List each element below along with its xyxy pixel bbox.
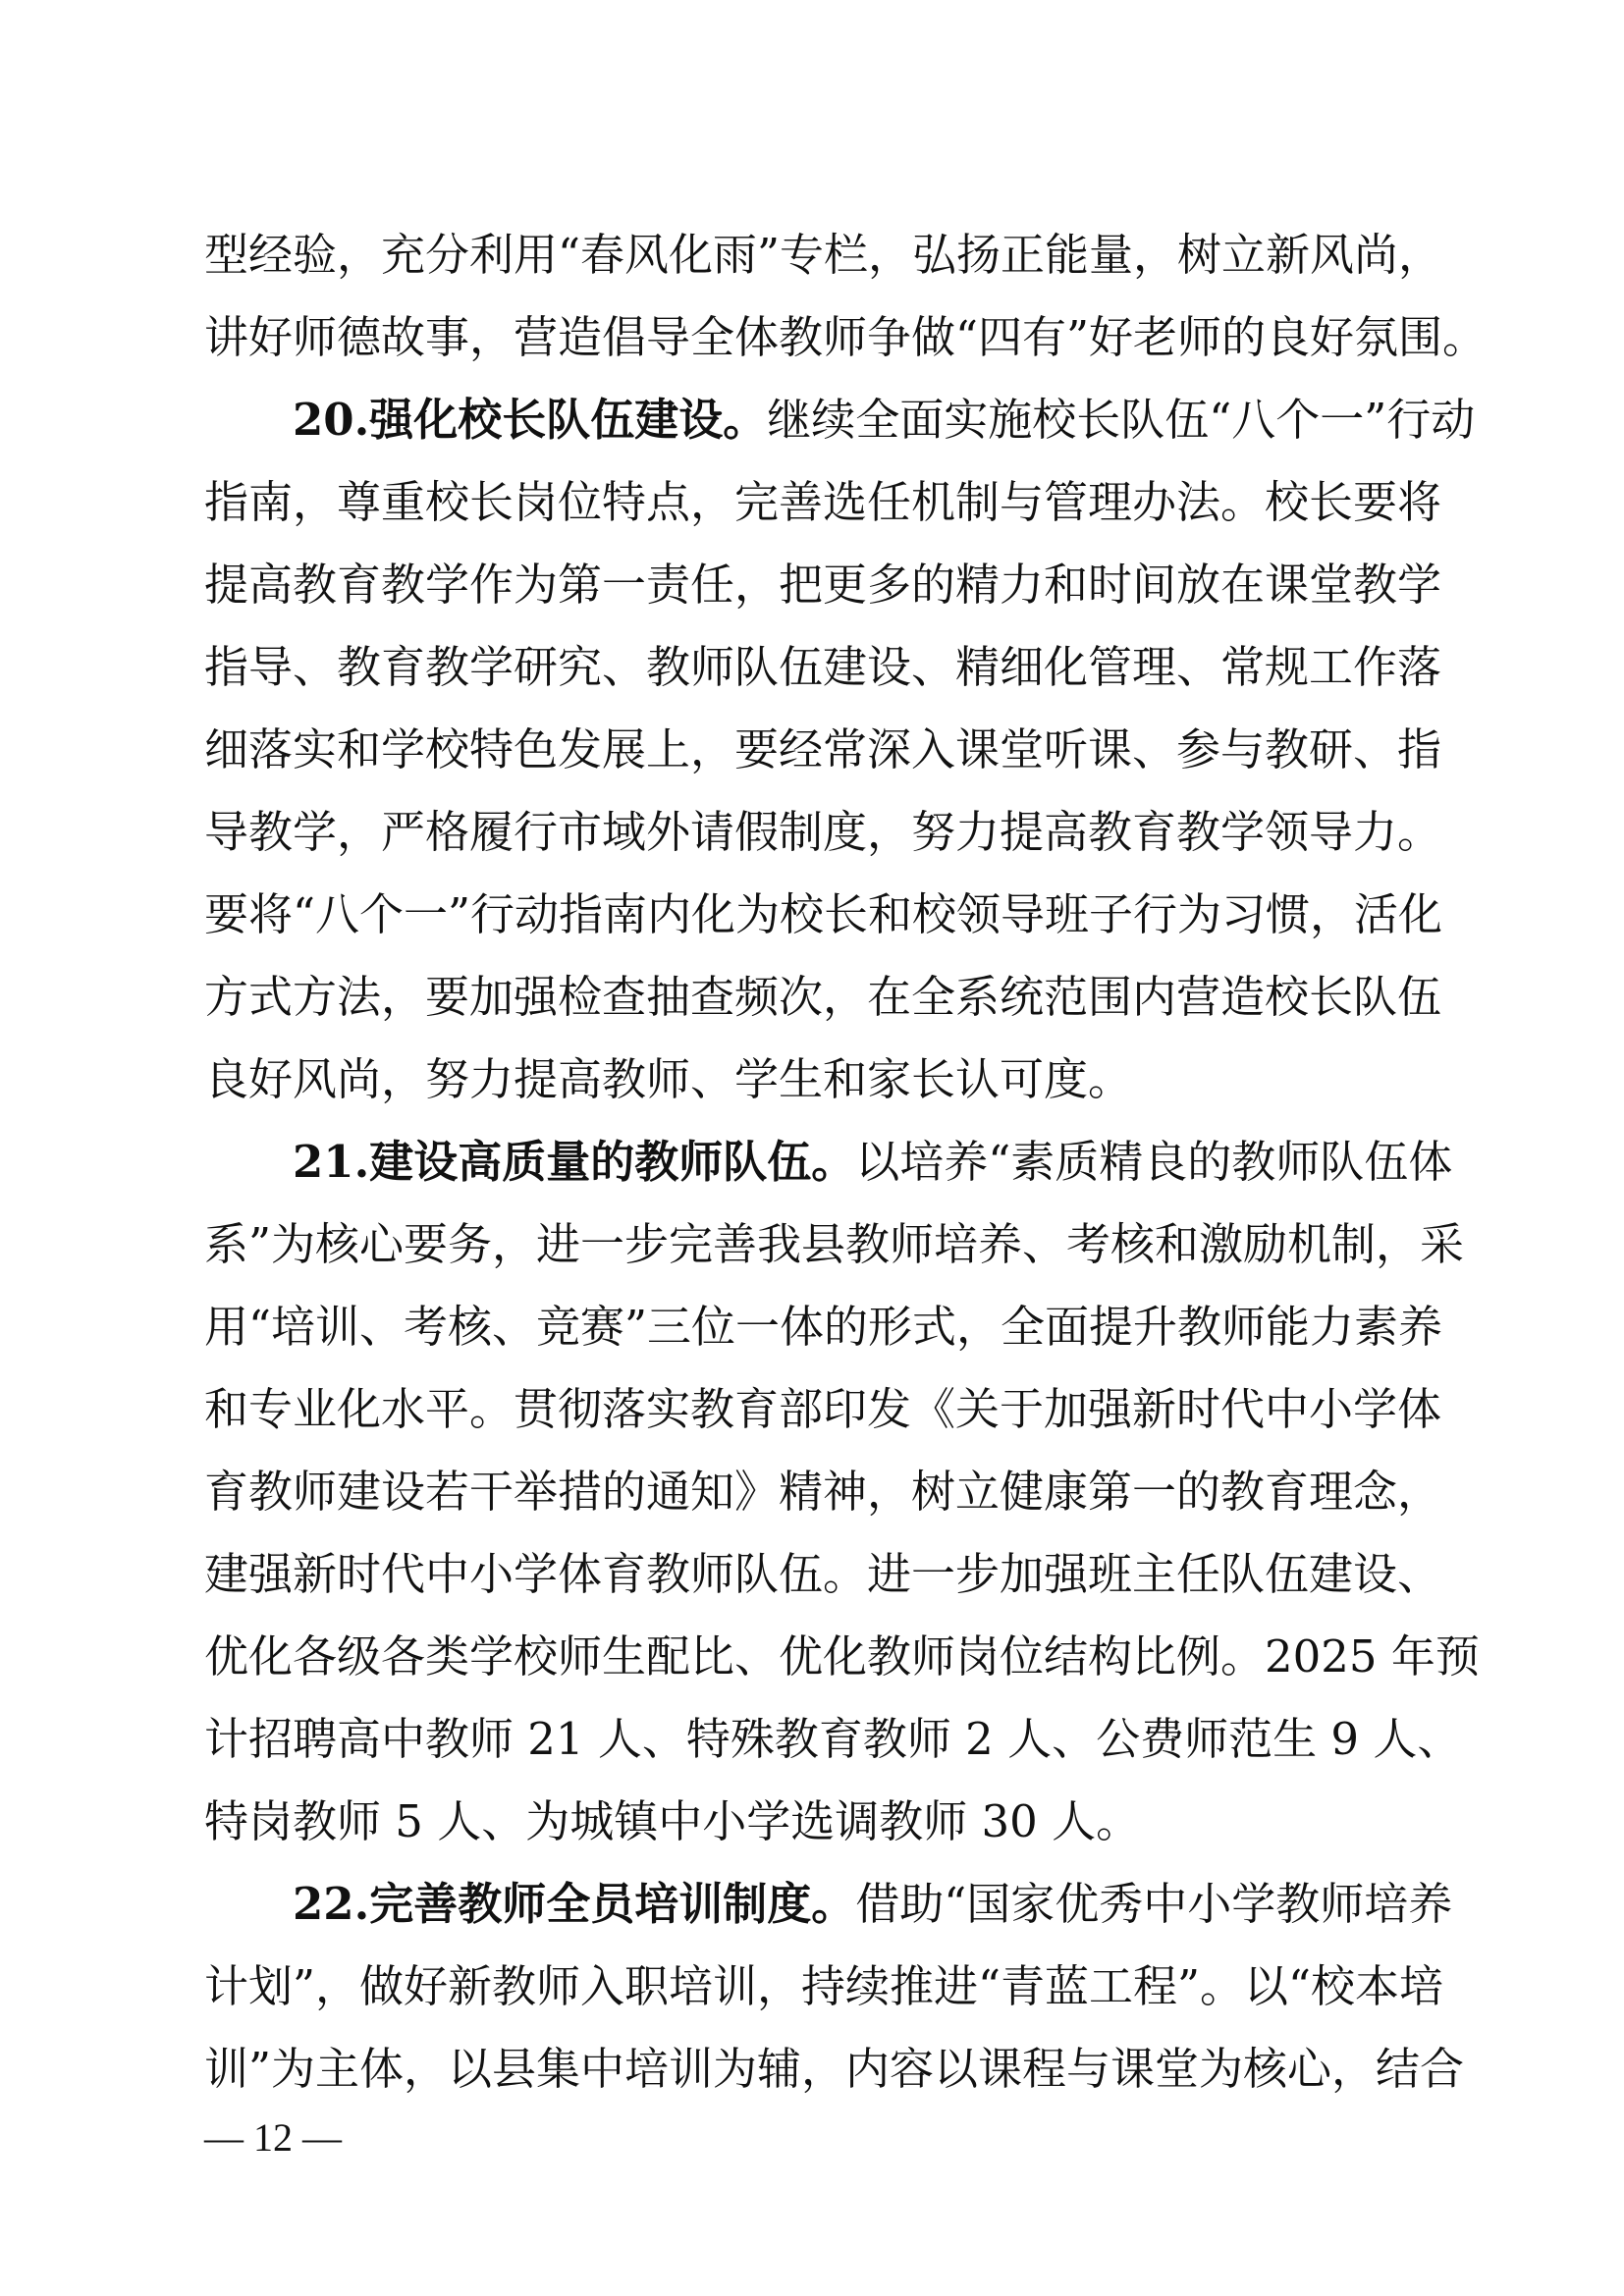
body-line: 良好风尚，努力提高教师、学生和家长认可度。 bbox=[204, 1053, 1133, 1105]
section-21-first-line bbox=[204, 1121, 1453, 1203]
body-line: 要将“八个一”行动指南内化为校长和校领导班子行为习惯，活化 bbox=[204, 888, 1443, 940]
body-line: 训”为主体，以县集中培训为辅，内容以课程与课堂为核心，结合 bbox=[204, 2043, 1465, 2095]
body-line: 特岗教师 5 人、为城镇中小学选调教师 30 人。 bbox=[204, 1795, 1141, 1847]
body-line: 系”为核心要务，进一步完善我县教师培养、考核和激励机制，采 bbox=[204, 1218, 1465, 1270]
body-line: 导教学，严格履行市域外请假制度，努力提高教育教学领导力。 bbox=[204, 806, 1442, 858]
body-line: 和专业化水平。贯彻落实教育部印发《关于加强新时代中小学体 bbox=[204, 1383, 1442, 1435]
body-line: 提高教育教学作为第一责任，把更多的精力和时间放在课堂教学 bbox=[204, 559, 1442, 611]
section-22-first-line bbox=[204, 1863, 1453, 1946]
body-text: 以培养“素质精良的教师队伍体 bbox=[855, 1136, 1453, 1188]
body-line: 育教师建设若干举措的通知》精神，树立健康第一的教育理念， bbox=[204, 1466, 1442, 1518]
body-line: 计招聘高中教师 21 人、特殊教育教师 2 人、公费师范生 9 人、 bbox=[204, 1713, 1462, 1765]
section-21-heading: 21.建设高质量的教师队伍。 bbox=[293, 1136, 856, 1188]
body-text: 借助“国家优秀中小学教师培养 bbox=[855, 1878, 1453, 1930]
body-line: 指南，尊重校长岗位特点，完善选任机制与管理办法。校长要将 bbox=[204, 476, 1442, 528]
body-line: 方式方法，要加强检查抽查频次，在全系统范围内营造校长队伍 bbox=[204, 971, 1442, 1023]
body-line: 用“培训、考核、竞赛”三位一体的形式，全面提升教师能力素养 bbox=[204, 1301, 1443, 1353]
body-line: 细落实和学校特色发展上，要经常深入课堂听课、参与教研、指 bbox=[204, 723, 1442, 775]
body-line: 型经验，充分利用“春风化雨”专栏，弘扬正能量，树立新风尚， bbox=[204, 229, 1443, 281]
body-line: 优化各级各类学校师生配比、优化教师岗位结构比例。2025 年预 bbox=[204, 1630, 1480, 1682]
section-20-first-line bbox=[204, 379, 1476, 461]
body-text: 继续全面实施校长队伍“八个一”行动 bbox=[767, 394, 1476, 446]
page-number: — 12 — bbox=[204, 2115, 342, 2160]
document-body bbox=[204, 214, 1488, 2110]
body-line: 建强新时代中小学体育教师队伍。进一步加强班主任队伍建设、 bbox=[204, 1548, 1442, 1600]
section-20-heading: 20.强化校长队伍建设。 bbox=[293, 394, 768, 446]
body-line: 讲好师德故事，营造倡导全体教师争做“四有”好老师的良好氛围。 bbox=[204, 311, 1488, 363]
section-22-heading: 22.完善教师全员培训制度。 bbox=[293, 1878, 856, 1930]
body-line: 计划”，做好新教师入职培训，持续推进“青蓝工程”。以“校本培 bbox=[204, 1960, 1444, 2012]
body-line: 指导、教育教学研究、教师队伍建设、精细化管理、常规工作落 bbox=[204, 641, 1442, 693]
